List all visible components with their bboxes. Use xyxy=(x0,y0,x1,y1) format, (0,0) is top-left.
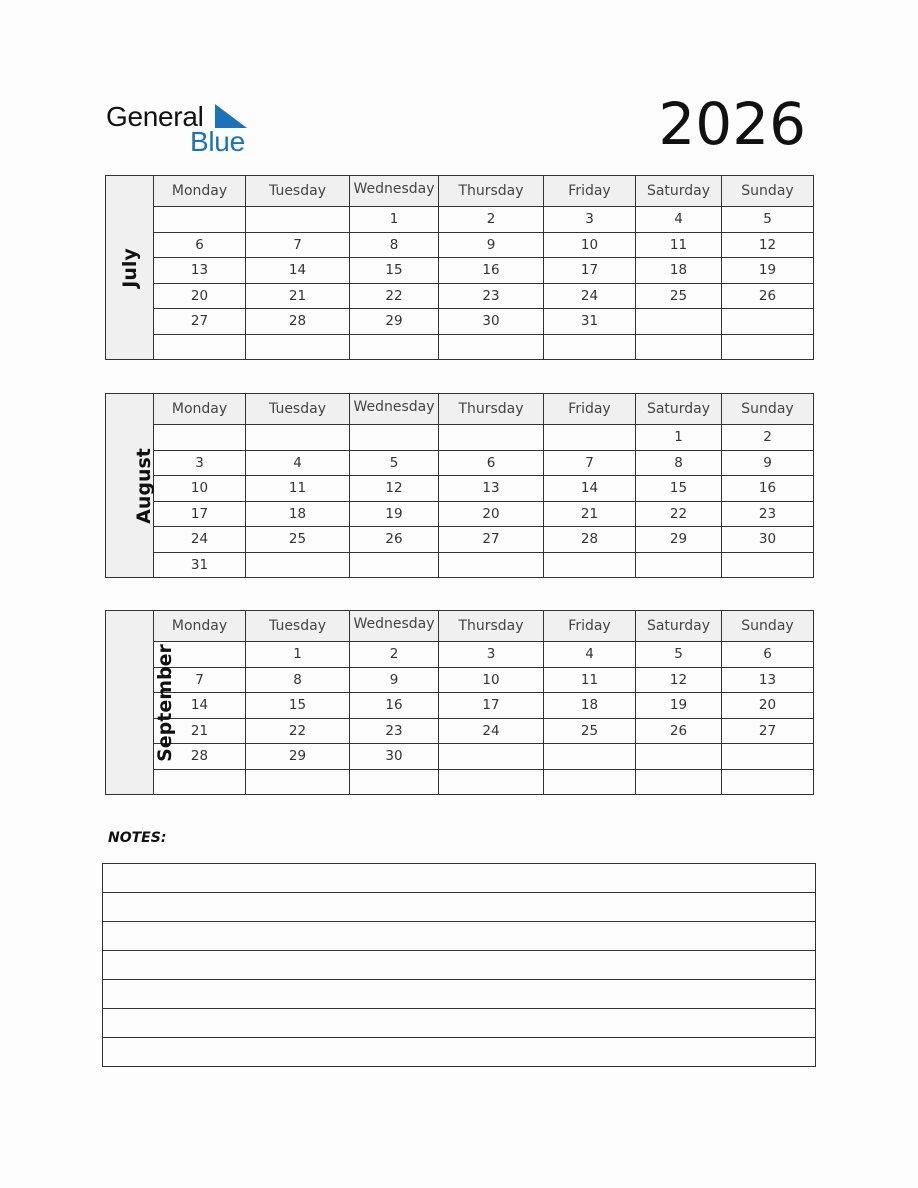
notes-label: NOTES: xyxy=(108,830,167,846)
day-cell: 8 xyxy=(350,232,439,258)
day-cell: 13 xyxy=(722,667,814,693)
day-cell: 14 xyxy=(544,476,636,502)
day-cell: 11 xyxy=(246,476,350,502)
day-cell: 23 xyxy=(722,501,814,527)
day-cell xyxy=(246,425,350,451)
day-cell: 7 xyxy=(544,450,636,476)
day-cell: 1 xyxy=(350,207,439,233)
day-cell: 28 xyxy=(544,527,636,553)
day-cell: 22 xyxy=(350,283,439,309)
month-name: August xyxy=(132,447,155,524)
weekday-header xyxy=(246,176,350,207)
weekday-label: Tuesday xyxy=(269,618,326,634)
day-cell: 20 xyxy=(154,283,246,309)
weekday-label: Tuesday xyxy=(269,401,326,417)
day-cell: 24 xyxy=(544,283,636,309)
day-cell: 15 xyxy=(246,693,350,719)
day-cell: 22 xyxy=(246,718,350,744)
notes-line[interactable] xyxy=(102,1008,816,1037)
day-cell: 30 xyxy=(350,744,439,770)
weekday-label: Friday xyxy=(568,401,611,417)
day-cell: 26 xyxy=(722,283,814,309)
day-cell xyxy=(246,207,350,233)
weekday-header xyxy=(636,176,722,207)
day-cell: 24 xyxy=(154,527,246,553)
day-cell xyxy=(636,552,722,578)
day-cell: 3 xyxy=(154,450,246,476)
week-row xyxy=(106,667,814,693)
month-calendar-september xyxy=(105,610,814,795)
day-cell: 21 xyxy=(246,283,350,309)
weekday-label: Saturday xyxy=(646,183,711,199)
weekday-header xyxy=(722,176,814,207)
weekday-header xyxy=(350,611,439,642)
day-cell xyxy=(154,334,246,360)
day-cell: 12 xyxy=(636,667,722,693)
day-cell: 31 xyxy=(544,309,636,335)
day-cell: 13 xyxy=(154,258,246,284)
day-cell: 27 xyxy=(154,309,246,335)
weekday-label: Sunday xyxy=(741,618,794,634)
day-cell xyxy=(439,769,544,795)
day-cell: 11 xyxy=(636,232,722,258)
week-row xyxy=(106,334,814,360)
brand-logo xyxy=(106,100,256,156)
week-row xyxy=(106,258,814,284)
weekday-header xyxy=(722,611,814,642)
day-cell: 2 xyxy=(439,207,544,233)
day-cell xyxy=(350,334,439,360)
month-name: September xyxy=(153,643,176,762)
weekday-label: Wednesday xyxy=(353,399,435,415)
notes-line[interactable] xyxy=(102,950,816,979)
weekday-label: Sunday xyxy=(741,401,794,417)
day-cell: 14 xyxy=(246,258,350,284)
day-cell xyxy=(636,334,722,360)
day-cell xyxy=(544,769,636,795)
day-cell: 25 xyxy=(246,527,350,553)
day-cell: 10 xyxy=(154,476,246,502)
month-calendar-august xyxy=(105,393,814,578)
brand-name-general: General xyxy=(106,101,204,132)
weekday-header xyxy=(154,394,246,425)
weekday-label: Saturday xyxy=(646,618,711,634)
day-cell: 27 xyxy=(722,718,814,744)
weekday-header xyxy=(636,611,722,642)
notes-area xyxy=(102,863,816,1067)
week-row xyxy=(106,476,814,502)
day-cell xyxy=(722,552,814,578)
day-cell: 4 xyxy=(636,207,722,233)
day-cell: 17 xyxy=(544,258,636,284)
weekday-label: Monday xyxy=(171,618,228,634)
day-cell: 19 xyxy=(722,258,814,284)
day-cell: 2 xyxy=(722,425,814,451)
day-cell: 9 xyxy=(439,232,544,258)
day-cell: 16 xyxy=(439,258,544,284)
day-cell: 6 xyxy=(154,232,246,258)
day-cell: 17 xyxy=(154,501,246,527)
day-cell xyxy=(439,334,544,360)
day-cell: 9 xyxy=(350,667,439,693)
notes-line[interactable] xyxy=(102,921,816,950)
weekday-header xyxy=(154,176,246,207)
weekday-header xyxy=(154,611,246,642)
day-cell: 23 xyxy=(439,283,544,309)
day-cell: 17 xyxy=(439,693,544,719)
day-cell xyxy=(636,769,722,795)
weekday-header xyxy=(544,611,636,642)
day-cell: 8 xyxy=(246,667,350,693)
day-cell: 26 xyxy=(636,718,722,744)
weekday-header xyxy=(722,394,814,425)
weekday-header xyxy=(246,394,350,425)
day-cell: 7 xyxy=(246,232,350,258)
day-cell: 5 xyxy=(350,450,439,476)
week-row xyxy=(106,283,814,309)
day-cell xyxy=(154,425,246,451)
week-row xyxy=(106,552,814,578)
day-cell: 15 xyxy=(636,476,722,502)
day-cell: 28 xyxy=(246,309,350,335)
calendar-table xyxy=(105,175,814,360)
day-cell xyxy=(544,744,636,770)
day-cell: 31 xyxy=(154,552,246,578)
day-cell xyxy=(439,425,544,451)
day-cell: 28 xyxy=(154,744,246,770)
weekday-header xyxy=(350,176,439,207)
weekday-header xyxy=(350,394,439,425)
day-cell: 5 xyxy=(722,207,814,233)
notes-line[interactable] xyxy=(102,892,816,921)
day-cell: 21 xyxy=(154,718,246,744)
month-calendar-july xyxy=(105,175,814,360)
week-row xyxy=(106,450,814,476)
day-cell xyxy=(636,744,722,770)
week-row xyxy=(106,769,814,795)
weekday-label: Tuesday xyxy=(269,183,326,199)
day-cell xyxy=(350,425,439,451)
weekday-label: Monday xyxy=(171,183,228,199)
calendar-table xyxy=(105,393,814,578)
week-row xyxy=(106,642,814,668)
weekday-label: Thursday xyxy=(458,401,524,417)
weekday-label: Thursday xyxy=(458,618,524,634)
week-row xyxy=(106,744,814,770)
calendar-table xyxy=(105,610,814,795)
day-cell: 19 xyxy=(636,693,722,719)
day-cell: 2 xyxy=(350,642,439,668)
day-cell: 7 xyxy=(154,667,246,693)
day-cell: 21 xyxy=(544,501,636,527)
day-cell: 4 xyxy=(246,450,350,476)
weekday-header xyxy=(246,611,350,642)
day-cell: 10 xyxy=(439,667,544,693)
day-cell xyxy=(636,309,722,335)
week-row xyxy=(106,501,814,527)
day-cell: 13 xyxy=(439,476,544,502)
weekday-label: Friday xyxy=(568,183,611,199)
day-cell: 24 xyxy=(439,718,544,744)
day-cell xyxy=(350,769,439,795)
weekday-header xyxy=(439,176,544,207)
year-title: 2026 xyxy=(658,90,806,158)
day-cell: 29 xyxy=(350,309,439,335)
day-cell: 10 xyxy=(544,232,636,258)
week-row xyxy=(106,309,814,335)
day-cell xyxy=(439,744,544,770)
weekday-label: Wednesday xyxy=(353,616,435,632)
week-row xyxy=(106,232,814,258)
weekday-label: Sunday xyxy=(741,183,794,199)
month-label xyxy=(106,611,176,795)
day-cell xyxy=(544,334,636,360)
day-cell: 22 xyxy=(636,501,722,527)
day-cell: 1 xyxy=(636,425,722,451)
day-cell: 8 xyxy=(636,450,722,476)
weekday-label: Friday xyxy=(568,618,611,634)
day-cell: 15 xyxy=(350,258,439,284)
day-cell: 18 xyxy=(246,501,350,527)
day-cell: 30 xyxy=(439,309,544,335)
day-cell xyxy=(544,552,636,578)
day-cell xyxy=(722,309,814,335)
weekday-header xyxy=(544,394,636,425)
week-row xyxy=(106,207,814,233)
day-cell xyxy=(246,552,350,578)
day-cell xyxy=(722,744,814,770)
day-cell: 29 xyxy=(246,744,350,770)
day-cell xyxy=(439,552,544,578)
day-cell: 5 xyxy=(636,642,722,668)
day-cell: 18 xyxy=(636,258,722,284)
weekday-label: Wednesday xyxy=(353,181,435,197)
day-cell: 26 xyxy=(350,527,439,553)
week-row xyxy=(106,693,814,719)
notes-line[interactable] xyxy=(102,1037,816,1067)
day-cell: 12 xyxy=(350,476,439,502)
month-name: July xyxy=(118,247,141,288)
day-cell: 6 xyxy=(439,450,544,476)
week-row xyxy=(106,425,814,451)
day-cell: 1 xyxy=(246,642,350,668)
day-cell: 3 xyxy=(544,207,636,233)
week-row xyxy=(106,527,814,553)
weekday-label: Saturday xyxy=(646,401,711,417)
day-cell: 25 xyxy=(544,718,636,744)
notes-line[interactable] xyxy=(102,863,816,892)
day-cell xyxy=(722,769,814,795)
week-row xyxy=(106,718,814,744)
day-cell xyxy=(722,334,814,360)
day-cell xyxy=(350,552,439,578)
day-cell: 12 xyxy=(722,232,814,258)
day-cell xyxy=(154,769,246,795)
weekday-header xyxy=(636,394,722,425)
notes-line[interactable] xyxy=(102,979,816,1008)
day-cell: 14 xyxy=(154,693,246,719)
day-cell: 4 xyxy=(544,642,636,668)
day-cell: 6 xyxy=(722,642,814,668)
day-cell xyxy=(246,334,350,360)
day-cell: 20 xyxy=(439,501,544,527)
day-cell xyxy=(544,425,636,451)
day-cell: 9 xyxy=(722,450,814,476)
day-cell: 20 xyxy=(722,693,814,719)
weekday-label: Monday xyxy=(171,401,228,417)
brand-name-blue: Blue xyxy=(190,126,245,157)
day-cell: 3 xyxy=(439,642,544,668)
day-cell: 11 xyxy=(544,667,636,693)
day-cell: 16 xyxy=(350,693,439,719)
day-cell: 30 xyxy=(722,527,814,553)
day-cell: 23 xyxy=(350,718,439,744)
day-cell xyxy=(246,769,350,795)
day-cell: 27 xyxy=(439,527,544,553)
month-label xyxy=(106,176,154,360)
month-label xyxy=(106,394,154,578)
day-cell: 18 xyxy=(544,693,636,719)
day-cell: 25 xyxy=(636,283,722,309)
day-cell: 16 xyxy=(722,476,814,502)
weekday-label: Thursday xyxy=(458,183,524,199)
weekday-header xyxy=(439,394,544,425)
day-cell: 19 xyxy=(350,501,439,527)
weekday-header xyxy=(544,176,636,207)
day-cell xyxy=(154,207,246,233)
weekday-header xyxy=(439,611,544,642)
day-cell: 29 xyxy=(636,527,722,553)
